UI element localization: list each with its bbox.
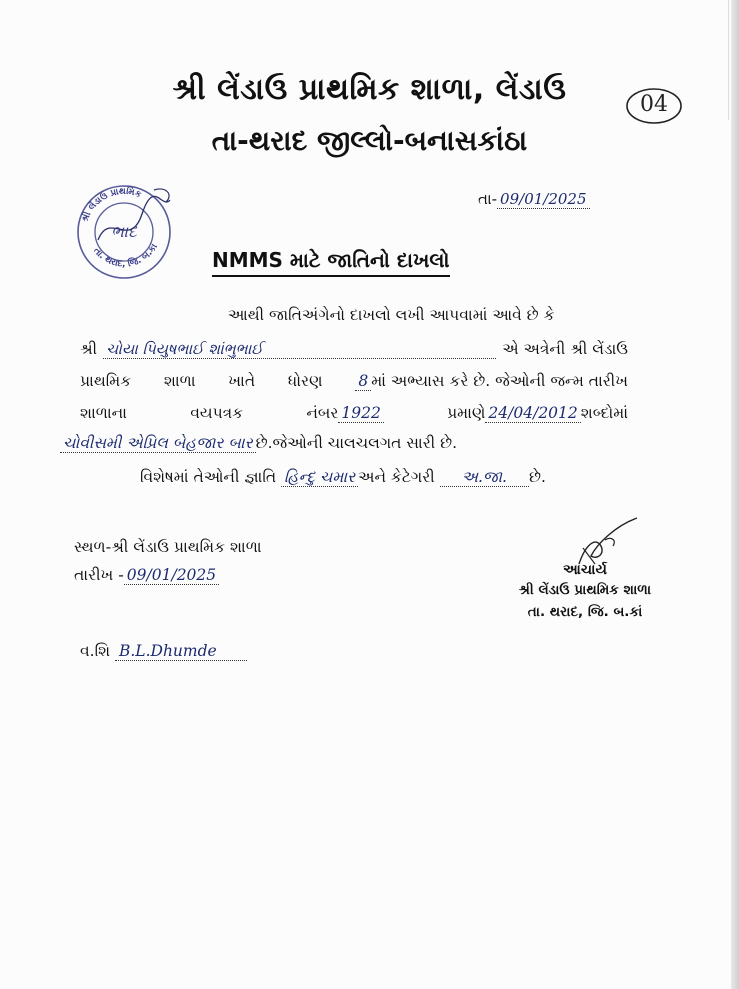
- word-shala: શાળા: [163, 372, 196, 390]
- dob-words-line: [60, 434, 457, 453]
- standard-line: [80, 372, 628, 391]
- word-shabdoma: શબ્દોમાં: [580, 404, 628, 422]
- reference-number: 04: [640, 92, 668, 117]
- stamp-ring-text: શ્રી લેંડાઉ પ્રાથમિક: [80, 186, 143, 224]
- word-nambar: નંબર: [306, 404, 339, 422]
- stamp-initials: ભાદ: [111, 222, 137, 241]
- word-pramane: પ્રમાણે: [447, 404, 486, 422]
- principal-signature-block: [500, 516, 670, 620]
- conduct-text: છે.જેઓની ચાલચલગત સારી છે.: [255, 434, 457, 452]
- principal-signature-icon: [525, 516, 645, 568]
- standard-tail: માં અભ્યાસ કરે છે. જેઓની જન્મ તારીખ: [371, 372, 628, 390]
- principal-address: તા. થરાદ, જિ. બ.કાં: [527, 604, 643, 620]
- birth-date-words: ચોવીસમી એપ્રિલ બેહજાર બાર: [60, 434, 256, 453]
- class-teacher-name: B.L.Dhumde: [115, 642, 247, 661]
- caste-label: વિશેષમાં તેઓની જ્ઞાતિ: [140, 468, 277, 486]
- word-khate: ખાતે: [228, 372, 256, 390]
- school-seal-icon: [70, 180, 178, 280]
- word-prathmik: પ્રાથમિક: [80, 372, 132, 390]
- top-date-value: 09/01/2025: [497, 190, 589, 209]
- school-mention: એ અત્રેની શ્રી લેંડાઉ: [502, 340, 628, 358]
- class-teacher: [80, 642, 247, 661]
- svg-text:તા. થરાદ, જિ. બ.કાં: [91, 241, 160, 269]
- category-label: અને કેટેગરી: [358, 468, 435, 486]
- place-label: સ્થળ-શ્રી લેંડાઉ પ્રાથમિક શાળા: [74, 538, 262, 556]
- reference-number-circle: [625, 86, 683, 126]
- intro-line: આથી જાતિઅંગેનો દાખલો લખી આપવામાં આવે છે કે: [228, 306, 555, 324]
- footer-date-value: 09/01/2025: [124, 566, 219, 585]
- school-stamp: [70, 180, 178, 280]
- principal-school: શ્રી લેંડાઉ પ્રાથમિક શાળા: [518, 582, 652, 598]
- shri-label: શ્રી: [80, 340, 98, 358]
- caste-line: [140, 468, 546, 487]
- principal-title: આચાર્ય: [563, 562, 607, 578]
- birth-date: 24/04/2012: [485, 404, 580, 423]
- school-address-heading: તા-થરાદ જીલ્લો-બનાસકાંઠા: [211, 124, 528, 157]
- word-dhoran: ધોરણ: [287, 372, 323, 390]
- line-end: છે.: [528, 468, 546, 486]
- word-vaypatrak: વયપત્રક: [190, 404, 244, 422]
- certificate-title: NMMS માટે જાતિનો દાખલો: [212, 248, 450, 277]
- student-name: ચોયા પિયુષભાઈ શાંભુભાઈ: [103, 340, 496, 359]
- student-name-line: [80, 340, 628, 359]
- standard-value: 8: [355, 372, 371, 391]
- word-shalana: શાળાના: [80, 404, 127, 422]
- top-date-prefix: તા-: [478, 190, 498, 208]
- school-name-heading: શ્રી લેંડાઉ પ્રાથમિક શાળા, લેંડાઉ: [172, 72, 567, 107]
- class-teacher-label: વ.શિ: [80, 642, 111, 660]
- footer-date: [74, 566, 219, 585]
- footer-date-label: તારીખ -: [74, 566, 124, 584]
- caste-value: હિન્દુ ચમાર: [281, 468, 358, 487]
- top-date: [478, 190, 590, 208]
- category-value: અ.જા.: [440, 468, 529, 487]
- register-line: [80, 404, 628, 423]
- stamp-bottom-text: તા. થરાદ, જિ. બ.કાં: [91, 242, 160, 270]
- register-number: 1922: [338, 404, 383, 423]
